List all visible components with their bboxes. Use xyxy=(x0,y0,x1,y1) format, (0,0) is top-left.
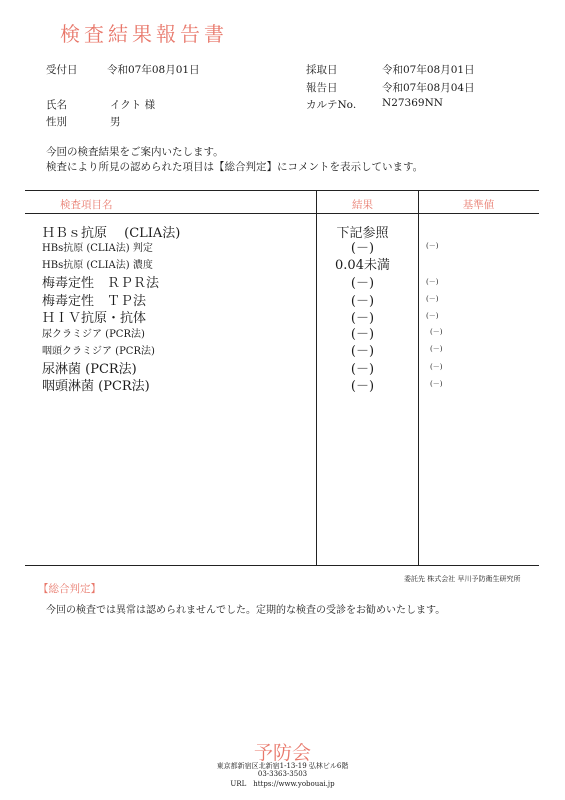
name-label: 氏名 xyxy=(46,99,67,111)
chart-no-label: カルテNo. xyxy=(306,99,357,111)
table-row-name: 尿淋菌 (PCR法) xyxy=(42,362,137,377)
intro-line-2: 検査により所見の認められた項目は【総合判定】にコメントを表示しています。 xyxy=(46,161,424,173)
table-row-result: (－) xyxy=(350,362,375,377)
table-row-name: 梅毒定性 ＲＰＲ法 xyxy=(42,276,160,291)
table-row-name: 梅毒定性 ＴＰ法 xyxy=(42,294,147,309)
table-row-name: 咽頭クラミジア (PCR法) xyxy=(42,346,155,357)
table-row-reference: (－) xyxy=(426,295,439,303)
receipt-date-value: 令和07年08月01日 xyxy=(107,64,200,76)
collect-date-value: 令和07年08月01日 xyxy=(382,64,475,76)
table-row-reference: (－) xyxy=(426,312,439,320)
table-row-name: HBs抗原 (CLIA法) 濃度 xyxy=(42,260,153,271)
chart-no-value: N27369NN xyxy=(382,97,443,109)
name-value: イクト 様 xyxy=(110,99,156,111)
table-header-border xyxy=(25,213,539,214)
column-header-reference: 基準値 xyxy=(462,199,495,211)
report-date-value: 令和07年08月04日 xyxy=(382,82,475,94)
footer-url[interactable]: URL https://www.yobouai.jp xyxy=(230,780,335,788)
receipt-date-label: 受付日 xyxy=(46,64,78,76)
table-row-reference: (－) xyxy=(430,363,443,371)
table-divider-2 xyxy=(418,190,419,565)
table-row-result: (－) xyxy=(350,241,375,256)
table-row-reference: (－) xyxy=(430,380,443,388)
table-row-result: (－) xyxy=(350,276,375,291)
table-row-name: 咽頭淋菌 (PCR法) xyxy=(42,379,150,394)
table-top-border xyxy=(25,190,539,191)
footer-address: 東京都新宿区北新宿1-13-19 弘林ビル6階 xyxy=(216,762,349,770)
column-header-result: 結果 xyxy=(352,199,373,211)
table-row-name: HBs抗原 (CLIA法) 判定 xyxy=(42,243,153,254)
table-row-result: (－) xyxy=(350,344,375,359)
table-row-result: 下記参照 xyxy=(336,226,389,241)
footer-phone: 03-3363-3503 xyxy=(257,770,308,778)
table-row-reference: (－) xyxy=(430,345,443,353)
table-row-reference: (－) xyxy=(430,328,443,336)
table-row-reference: (－) xyxy=(426,278,439,286)
table-row-result: (－) xyxy=(350,311,375,326)
consignee-text: 委託先 株式会社 早川予防衛生研究所 xyxy=(404,575,521,583)
table-row-name: ＨＢｓ抗原 (CLIA法) xyxy=(42,226,181,241)
report-title: 検査結果報告書 xyxy=(60,22,228,46)
column-header-item: 検査項目名 xyxy=(60,199,113,211)
table-row-name: 尿クラミジア (PCR法) xyxy=(42,329,145,340)
table-row-name: ＨＩＶ抗原・抗体 xyxy=(42,311,147,326)
table-row-result: (－) xyxy=(350,379,375,394)
table-bottom-border xyxy=(25,565,539,566)
footer-logo: 予防会 xyxy=(253,742,311,764)
judgement-label: 【総合判定】 xyxy=(38,583,101,595)
sex-label: 性別 xyxy=(46,116,67,128)
table-row-result: (－) xyxy=(350,327,375,342)
intro-line-1: 今回の検査結果をご案内いたします。 xyxy=(46,146,224,158)
table-row-result: (－) xyxy=(350,294,375,309)
report-date-label: 報告日 xyxy=(306,82,338,94)
table-row-reference: (－) xyxy=(426,242,439,250)
sex-value: 男 xyxy=(110,116,121,128)
judgement-text: 今回の検査では異常は認められませんでした。定期的な検査の受診をお勧めいたします。 xyxy=(46,605,446,616)
table-divider-1 xyxy=(316,190,317,565)
table-row-result: 0.04未満 xyxy=(335,258,390,273)
collect-date-label: 採取日 xyxy=(306,64,338,76)
